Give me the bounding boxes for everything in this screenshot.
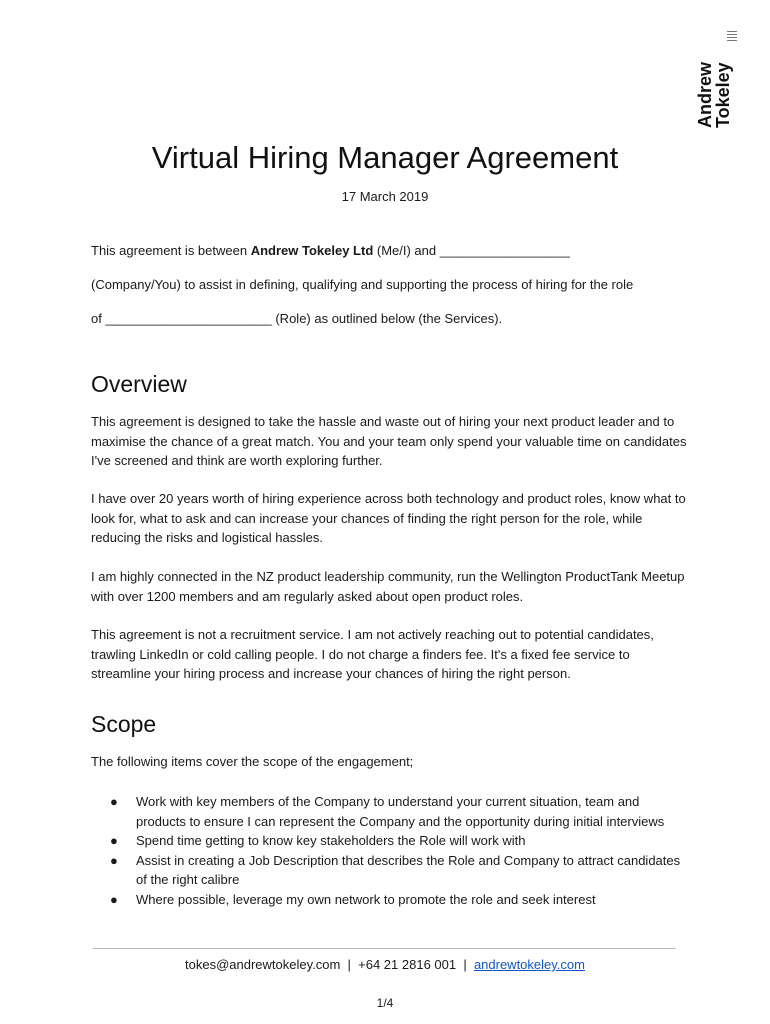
overview-paragraph: I am highly connected in the NZ product leadership community, run the Wellington ProductTank Meetup with over 1200 members and am regularly asked about open product roles. xyxy=(91,569,685,604)
logo-tagline-mark xyxy=(727,31,737,47)
list-item: ● Work with key members of the Company to understand your current situation, team and products to ensure I can represent the Company and the opportunity during initial interviews xyxy=(110,794,665,829)
logo-line-1: Andrew xyxy=(695,61,715,128)
logo-line-2: Tokeley xyxy=(713,62,733,128)
list-item: ● Spend time getting to know key stakeholders the Role will work with xyxy=(108,831,688,851)
bullet-icon: ● xyxy=(110,852,118,868)
footer-contact: tokes@andrewtokeley.com | +64 21 2816 001 | andrewtokeley.com xyxy=(185,957,585,972)
list-item: ● Assist in creating a Job Description that describes the Role and Company to attract candidates of the right calibre xyxy=(110,852,681,887)
footer-divider xyxy=(93,948,676,949)
scope-list xyxy=(108,792,688,909)
overview-heading: Overview xyxy=(91,371,187,397)
bullet-icon: ● xyxy=(110,794,118,809)
website-link[interactable]: andrewtokeley.com xyxy=(473,957,585,972)
page-number: 1/4 xyxy=(376,996,394,1010)
intro-line-3: of _______________________ (Role) as outlined below (the Services). xyxy=(91,311,503,326)
document-date: 17 March 2019 xyxy=(341,189,429,204)
scope-heading: Scope xyxy=(91,711,157,737)
bullet-icon: ● xyxy=(110,891,118,907)
party-name: Andrew Tokeley Ltd xyxy=(250,243,374,258)
footer-phone: +64 21 2816 001 xyxy=(358,957,457,972)
overview-paragraph: I have over 20 years worth of hiring experience across both technology and product roles, know what to look for, what to ask and can increase your chances of finding the right person for the role, while reducing the risks and logistical hassles. xyxy=(91,491,686,545)
scope-intro: The following items cover the scope of the engagement; xyxy=(91,754,414,769)
bullet-icon: ● xyxy=(110,833,118,848)
list-item: ● Where possible, leverage my own network to promote the role and seek interest xyxy=(108,890,688,910)
intro-line-2: (Company/You) to assist in defining, qualifying and supporting the process of hiring for the role xyxy=(91,277,634,292)
overview-paragraph: This agreement is not a recruitment service. I am not actively reaching out to potential candidates, trawling LinkedIn or cold calling people. I do not charge a finders fee. It's a fixed fee service to streamline your hiring process and increase your chances of hiring the right person. xyxy=(91,627,654,681)
brand-logo xyxy=(696,28,736,128)
overview-paragraph: This agreement is designed to take the hassle and waste out of hiring your next product leader and to maximise the chance of a great match. You and your team only spend your valuable time on candidates I've screened and think are worth exploring further. xyxy=(91,414,687,468)
footer-email: tokes@andrewtokeley.com xyxy=(185,957,341,972)
document-title: Virtual Hiring Manager Agreement xyxy=(151,140,619,175)
intro-line-1: This agreement is between Andrew Tokeley Ltd (Me/I) and __________________ xyxy=(91,243,570,258)
